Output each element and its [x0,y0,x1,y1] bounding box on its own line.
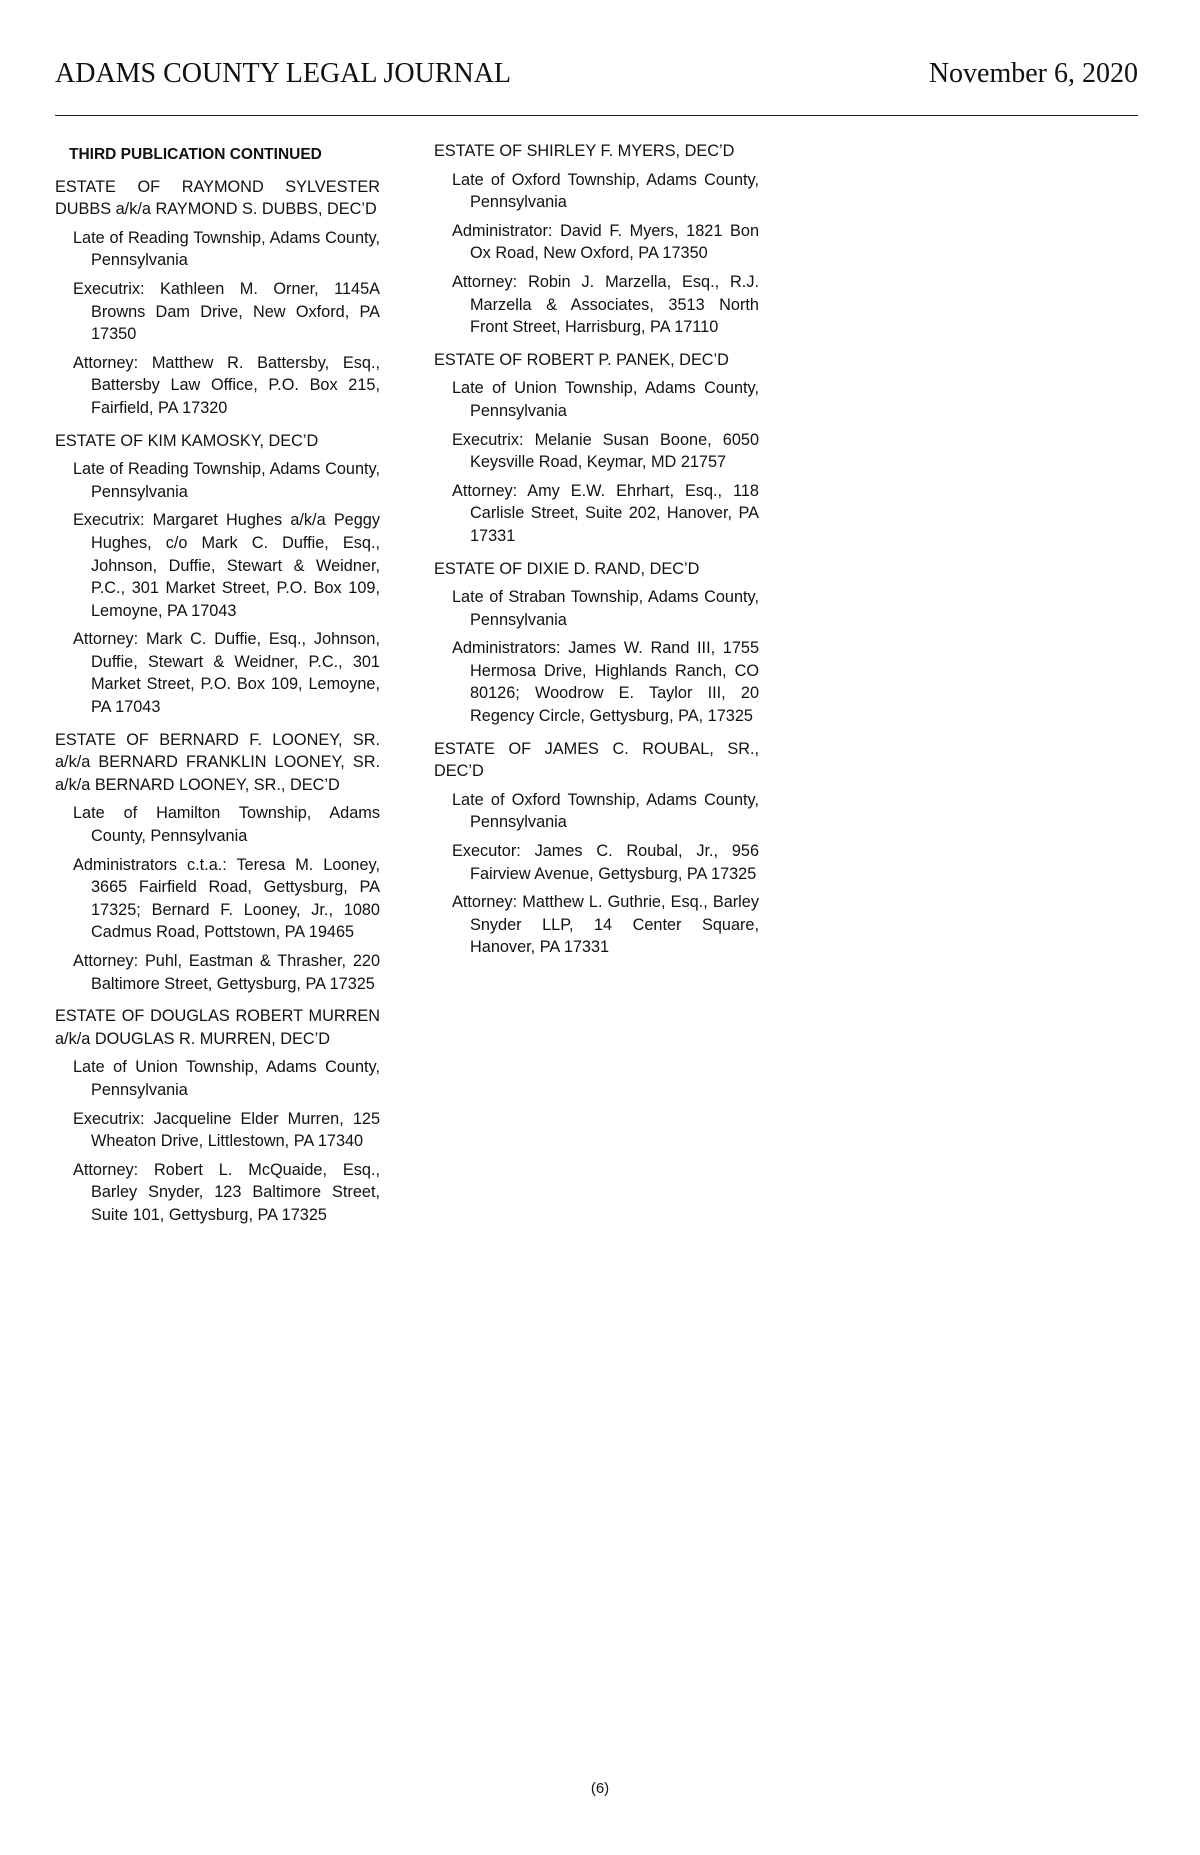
page-number: (6) [590,1780,610,1797]
estate-notice [55,729,380,996]
section-heading: THIRD PUBLICATION CONTINUED [69,146,322,163]
estate-representative: Administrators: James W. Rand III, 1755 Hermosa Drive, Highlands Ranch, CO 80126; Woodrow E. Taylor III, 20 Regency Circle, Gettysburg, PA, 17325 [452,639,759,726]
estate-residence: Late of Union Township, Adams County, Pennsylvania [452,379,759,420]
estate-title: ESTATE OF SHIRLEY F. MYERS, DEC’D [434,142,735,160]
estate-attorney: Attorney: Robert L. McQuaide, Esq., Barley Snyder, 123 Baltimore Street, Suite 101, Gettysburg, PA 17325 [73,1160,380,1224]
right-column [434,140,759,969]
estate-residence: Late of Straban Township, Adams County, Pennsylvania [452,588,759,629]
estate-title: ESTATE OF JAMES C. ROUBAL, SR., DEC’D [434,739,759,781]
estate-residence: Late of Oxford Township, Adams County, Pennsylvania [452,170,759,212]
estate-notice [434,738,759,959]
estate-attorney: Attorney: Robin J. Marzella, Esq., R.J. Marzella & Associates, 3513 North Front Street, Harrisburg, PA 17110 [452,272,759,337]
estate-title: ESTATE OF DOUGLAS ROBERT MURREN a/k/a DOUGLAS R. MURREN, DEC’D [55,1007,380,1048]
estate-residence: Late of Reading Township, Adams County, Pennsylvania [73,460,380,501]
journal-title: ADAMS COUNTY LEGAL JOURNAL [55,58,512,89]
header-divider [55,115,1138,116]
estate-attorney: Attorney: Matthew L. Guthrie, Esq., Barley Snyder LLP, 14 Center Square, Hanover, PA 17331 [452,893,759,957]
estate-representative: Administrator: David F. Myers, 1821 Bon Ox Road, New Oxford, PA 17350 [452,221,759,263]
estate-residence: Late of Oxford Township, Adams County, Pennsylvania [452,790,759,832]
estate-representative: Executor: James C. Roubal, Jr., 956 Fairview Avenue, Gettysburg, PA 17325 [452,842,759,883]
estate-notice [55,176,380,420]
estate-notice [55,430,380,719]
left-column [55,140,380,1237]
estate-attorney: Attorney: Mark C. Duffie, Esq., Johnson, Duffie, Stewart & Weidner, P.C., 301 Market Street, P.O. Box 109, Lemoyne, PA 17043 [73,630,380,717]
estate-residence: Late of Reading Township, Adams County, Pennsylvania [73,228,380,270]
estate-representative: Administrators c.t.a.: Teresa M. Looney, 3665 Fairfield Road, Gettysburg, PA 17325; Bernard F. Looney, Jr., 1080 Cadmus Road, Pottstown, PA 19465 [73,855,380,942]
estate-notice [434,558,759,728]
estate-representative: Executrix: Melanie Susan Boone, 6050 Keysville Road, Keymar, MD 21757 [452,430,759,472]
estate-residence: Late of Union Township, Adams County, Pennsylvania [73,1058,380,1099]
page-header [55,58,1138,90]
estate-title: ESTATE OF BERNARD F. LOONEY, SR. a/k/a BERNARD FRANKLIN LOONEY, SR. a/k/a BERNARD LOONEY, SR., DEC’D [55,730,380,794]
estate-notice [55,1005,380,1226]
estate-representative: Executrix: Kathleen M. Orner, 1145A Browns Dam Drive, New Oxford, PA 17350 [73,279,380,344]
estate-title: ESTATE OF DIXIE D. RAND, DEC’D [434,559,700,578]
estate-notice [434,349,759,548]
estate-title: ESTATE OF ROBERT P. PANEK, DEC’D [434,350,729,369]
estate-title: ESTATE OF KIM KAMOSKY, DEC’D [55,431,319,450]
estate-representative: Executrix: Jacqueline Elder Murren, 125 Wheaton Drive, Littlestown, PA 17340 [73,1109,380,1151]
estate-attorney: Attorney: Puhl, Eastman & Thrasher, 220 Baltimore Street, Gettysburg, PA 17325 [73,952,380,993]
issue-date: November 6, 2020 [928,58,1138,89]
estate-attorney: Attorney: Matthew R. Battersby, Esq., Battersby Law Office, P.O. Box 215, Fairfield, PA 17320 [73,353,380,417]
estate-notice [434,140,759,339]
estate-attorney: Attorney: Amy E.W. Ehrhart, Esq., 118 Carlisle Street, Suite 202, Hanover, PA 17331 [452,481,759,545]
estate-residence: Late of Hamilton Township, Adams County, Pennsylvania [73,804,380,846]
estate-representative: Executrix: Margaret Hughes a/k/a Peggy Hughes, c/o Mark C. Duffie, Esq., Johnson, Duffie, Stewart & Weidner, P.C., 301 Market Street, P.O. Box 109, Lemoyne, PA 17043 [73,511,380,620]
estate-title: ESTATE OF RAYMOND SYLVESTER DUBBS a/k/a RAYMOND S. DUBBS, DEC’D [55,177,380,219]
